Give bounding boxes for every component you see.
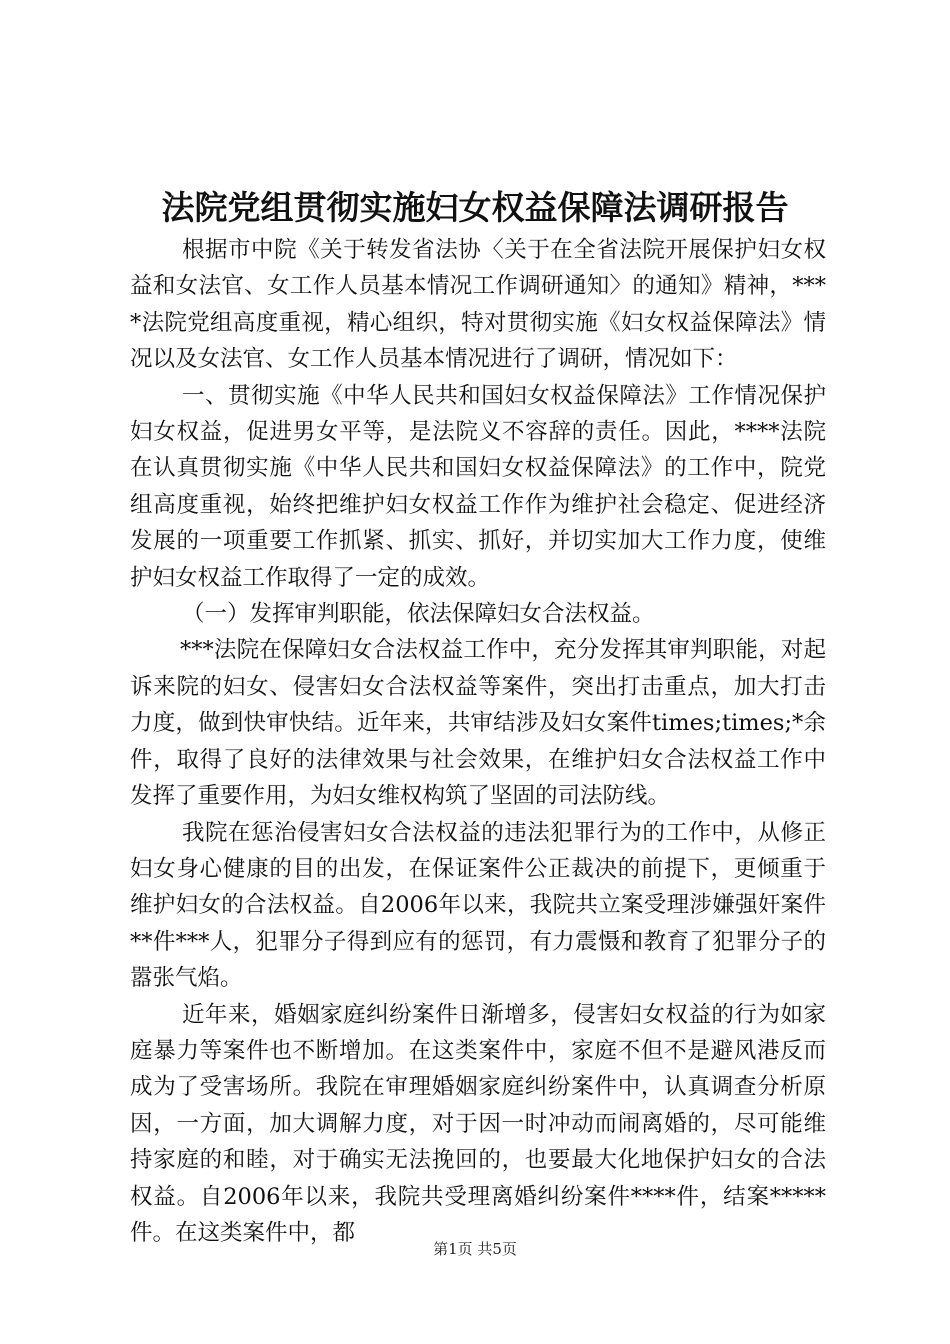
paragraph-court-cases: ***法院在保障妇女合法权益工作中，充分发挥其审判职能，对起诉来院的妇女、侵害妇女合法权益等案件，突出打击重点，加大打击力度，做到快审快结。近年来，共审结涉及妇女案件times;times;*余件，取得了良好的法律效果与社会效果，在维护妇女合法权益工作中发挥了重要作用，为妇女维权构筑了坚固的司法防线。 (130, 637, 826, 810)
document-title: 法院党组贯彻实施妇女权益保障法调研报告 (161, 188, 789, 227)
paragraph-criminal-cases: 我院在惩治侵害妇女合法权益的违法犯罪行为的工作中，从修正妇女身心健康的目的出发，在保证案件公正裁决的前提下，更倾重于维护妇女的合法权益。自2006年以来，我院共立案受理涉嫌强奸案件**件***人，犯罪分子得到应有的惩罚，有力震慑和教育了犯罪分子的嚣张气焰。 (130, 819, 826, 992)
document-body (130, 232, 826, 1251)
paragraph-subsection-heading: （一）发挥审判职能，依法保障妇女合法权益。 (182, 601, 655, 628)
paragraph-marriage-cases: 近年来，婚姻家庭纠纷案件日渐增多，侵害妇女权益的行为如家庭暴力等案件也不断增加。在这类案件中，家庭不但不是避风港反而成为了受害场所。我院在审理婚姻家庭纠纷案件中，认真调查分析原因，一方面，加大调解力度，对于因一时冲动而闹离婚的，尽可能维持家庭的和睦，对于确实无法挽回的，也要最大化地保护妇女的合法权益。自2006年以来，我院共受理离婚纠纷案件****件，结案*****件。在这类案件中，都 (130, 1001, 826, 1246)
page-number-footer: 第1页 共5页 (433, 1240, 517, 1258)
paragraph-section-one: 一、贯彻实施《中华人民共和国妇女权益保障法》工作情况保护妇女权益，促进男女平等，是法院义不容辞的责任。因此，****法院在认真贯彻实施《中华人民共和国妇女权益保障法》的工作中，院党组高度重视，始终把维护妇女权益工作作为维护社会稳定、促进经济发展的一项重要工作抓紧、抓实、抓好，并切实加大工作力度，使维护妇女权益工作取得了一定的成效。 (130, 382, 826, 591)
paragraph-intro: 根据市中院《关于转发省法协〈关于在全省法院开展保护妇女权益和女法官、女工作人员基本情况工作调研通知〉的通知》精神，****法院党组高度重视，精心组织，特对贯彻实施《妇女权益保障法》情况以及女法官、女工作人员基本情况进行了调研，情况如下： (130, 237, 826, 373)
